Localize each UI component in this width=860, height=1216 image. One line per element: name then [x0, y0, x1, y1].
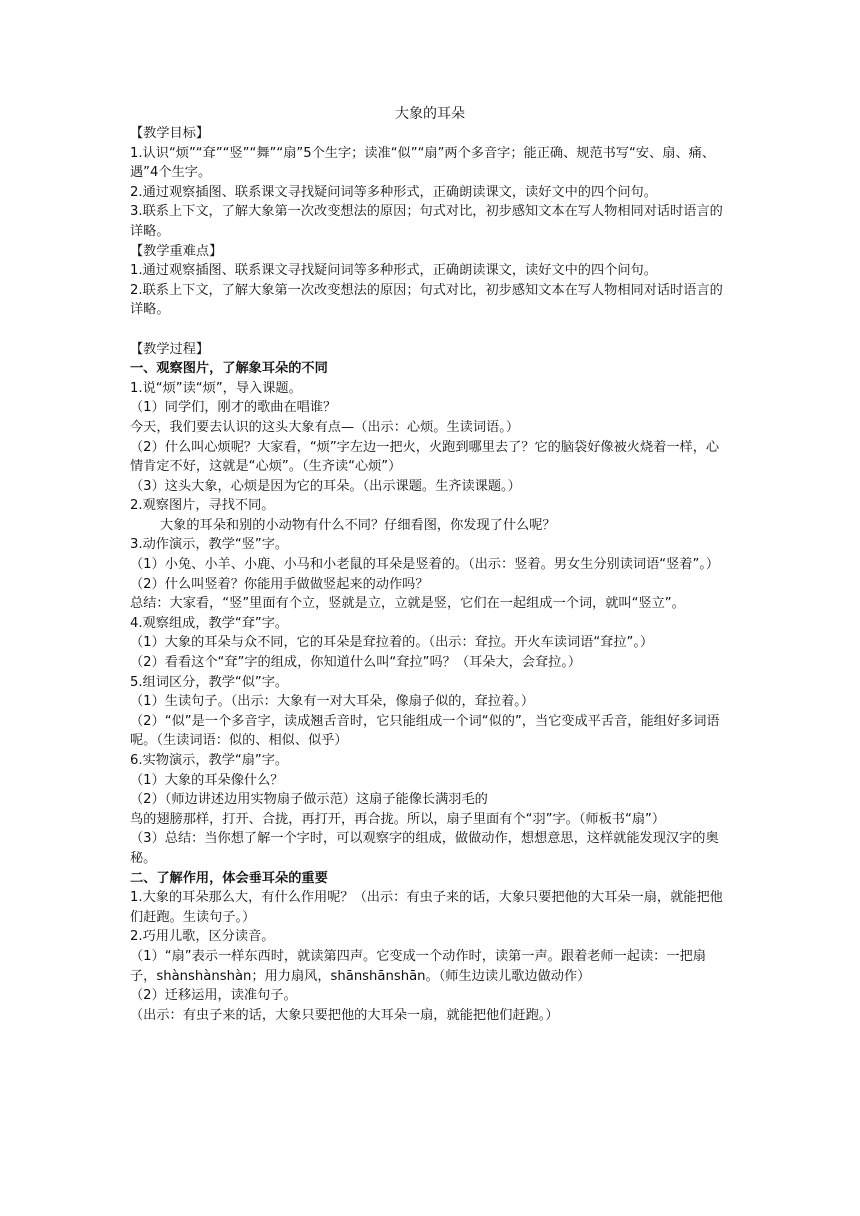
paragraph: 2.通过观察插图、联系课文寻找疑问词等多种形式，正确朗读课文，读好文中的四个问句。 [130, 184, 657, 200]
paragraph: （2）什么叫心烦呢？大家看，“烦”字左边一把火，火跑到哪里去了？它的脑袋好像被火烧着一样，心情肯定不好，这就是“心烦”。（生齐读“心烦”） [130, 439, 720, 475]
paragraph: 2.观察图片，寻找不同。 [130, 498, 275, 514]
paragraph: 4.观察组成，教学“耷”字。 [130, 615, 289, 631]
paragraph: （2）什么叫竖着？你能用手做做竖起来的动作吗？ [130, 576, 429, 592]
paragraph: 1.说“烦”读“烦”，导入课题。 [130, 380, 302, 396]
document-title: 大象的耳朵 [395, 106, 465, 122]
paragraph: （出示：有虫子来的话，大象只要把他的大耳朵一扇，就能把他们赶跑。） [130, 1007, 559, 1023]
paragraph: 6.实物演示，教学“扇”字。 [130, 753, 289, 768]
paragraph: （1）大象的耳朵像什么？ [130, 772, 284, 788]
paragraph: 1.认识“烦”“耷”“竖”“舞”“扇”5个生字；读准“似”“扇”两个多音字；能正确、规范书写“安、扇、痛、遇”4个生字。 [130, 145, 716, 181]
paragraph: （2）（师边讲述边用实物扇子做示范）这扇子能像长满羽毛的 [130, 792, 488, 808]
paragraph: 【教学过程】 [130, 341, 210, 357]
paragraph: 大象的耳朵和别的小动物有什么不同？仔细看图，你发现了什么呢？ [160, 517, 556, 533]
paragraph: 鸟的翅膀那样，打开、合拢，再打开，再合拢。所以，扇子里面有个“羽”字。（师板书“扇”） [130, 811, 666, 827]
paragraph: 1.通过观察插图、联系课文寻找疑问词等多种形式，正确朗读课文，读好文中的四个问句。 [130, 263, 657, 279]
paragraph: 2.巧用儿歌，区分读音。 [130, 929, 275, 945]
paragraph: 1.大象的耳朵那么大，有什么作用呢？（出示：有虫子来的话，大象只要把他的大耳朵一扇，就能把他们赶跑。生读句子。） [130, 890, 723, 925]
paragraph: （3）这头大象，心烦是因为它的耳朵。（出示课题。生齐读课题。） [130, 478, 521, 494]
document-body [130, 124, 732, 1025]
paragraph: （1）同学们，刚才的歌曲在唱谁？ [130, 400, 337, 416]
paragraph: （3）总结：当你想了解一个字时，可以观察字的组成，做做动作，想想意思，这样就能发现汉字的奥秘。 [130, 831, 719, 866]
paragraph: （1）小兔、小羊、小鹿、小马和小老鼠的耳朵是竖着的。（出示：竖着。男女生分别读词语“竖着”。） [130, 557, 720, 573]
paragraph: 2.联系上下文，了解大象第一次改变想法的原因；句式对比，初步感知文本在写人物相同对话时语言的详略。 [130, 282, 723, 318]
paragraph: （1）生读句子。（出示：大象有一对大耳朵，像扇子似的，耷拉着。） [130, 694, 534, 710]
paragraph: 总结：大家看，“竖”里面有个立，竖就是立，立就是竖，它们在一起组成一个词，就叫“竖立”。 [130, 596, 685, 612]
paragraph: （2）看看这个“耷”字的组成，你知道什么叫“耷拉”吗？（耳朵大，会耷拉。） [130, 655, 582, 671]
paragraph: （1）大象的耳朵与众不同，它的耳朵是耷拉着的。（出示：耷拉。开火车读词语“耷拉”。） [130, 635, 654, 651]
paragraph: （2）迁移运用，读准句子。 [130, 988, 297, 1004]
section-heading: 一、观察图片，了解象耳朵的不同 [130, 361, 328, 377]
paragraph: 【教学重难点】 [130, 243, 223, 259]
section-heading: 二、了解作用，体会垂耳朵的重要 [130, 870, 328, 886]
paragraph: 5.组词区分，教学“似”字。 [130, 674, 289, 690]
paragraph: 3.动作演示，教学“竖”字。 [130, 537, 289, 553]
paragraph: （1）“扇”表示一样东西时，就读第四声。它变成一个动作时，读第一声。跟着老师一起读：一把扇子，shànshànshàn；用力扇风，shānshānshān。（师生边读儿歌边做动作） [130, 948, 706, 984]
paragraph: 3.联系上下文，了解大象第一次改变想法的原因；句式对比，初步感知文本在写人物相同对话时语言的详略。 [130, 204, 723, 239]
blank-line [130, 320, 732, 340]
paragraph: （2）“似”是一个多音字，读成翘舌音时，它只能组成一个词“似的”，当它变成平舌音，能组好多词语呢。（生读词语：似的、相似、似乎） [130, 713, 720, 749]
paragraph: 今天，我们要去认识的这头大象有点—（出示：心烦。生读词语。） [130, 419, 520, 435]
paragraph: 【教学目标】 [130, 126, 210, 141]
